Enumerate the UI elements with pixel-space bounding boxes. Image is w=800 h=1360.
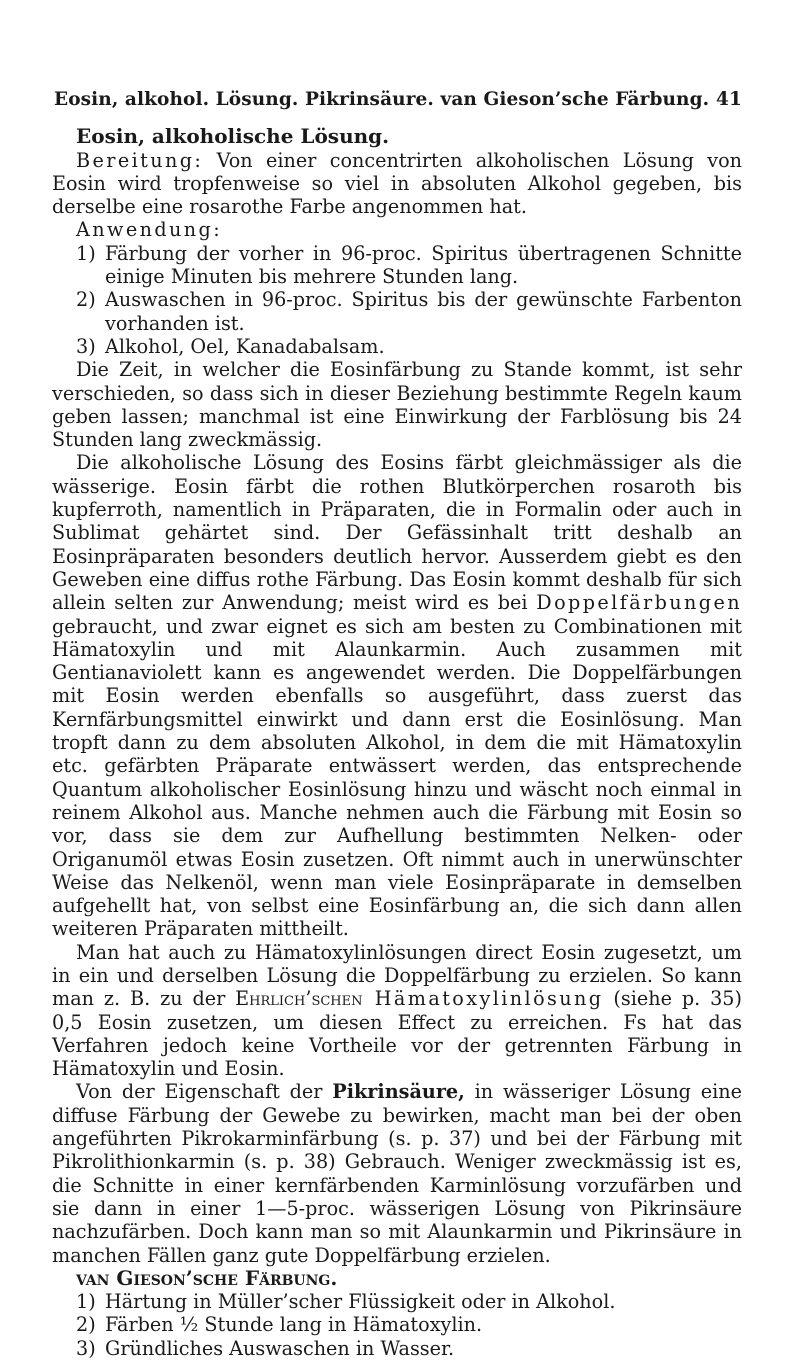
running-head: [54, 88, 742, 111]
section-heading-eosin: Eosin, alkoholische Lösung.: [76, 124, 390, 149]
step-number: 3): [76, 334, 96, 358]
paragraph-eosin-alcoholic: [52, 451, 742, 940]
step-text: Alkohol, Oel, Kanadabalsam.: [105, 334, 385, 358]
term-doppelfaerbungen: Doppelfärbungen: [536, 591, 742, 615]
para3-text-a: Man hat auch zu Hämatoxylinlösungen direct Eosin zugesetzt, um in ein und derselben Lösung die Doppelfärbung zu erzielen. So kann man z. B. zu der: [52, 940, 742, 1011]
list-item: [52, 288, 742, 335]
bereitung-text: Von einer concentrirten alkoholischen Lösung von Eosin wird tropfenweise so viel in absoluten Alkohol gegeben, bis derselbe eine rosarothe Farbe angenommen hat.: [52, 148, 742, 219]
list-item: [52, 1337, 742, 1360]
paragraph-anwendung: [52, 218, 742, 241]
paragraph-eosin-haematoxylin: [52, 941, 742, 1081]
step-text: Härtung in Müller’scher Flüssigkeit oder in Alkohol.: [105, 1290, 616, 1314]
eosin-steps-list: [52, 242, 742, 358]
section-heading-gieson: [52, 1267, 742, 1290]
step-number: 3): [76, 1336, 96, 1360]
pikrin-text-a: Von der Eigenschaft der: [76, 1080, 333, 1104]
pikrin-text-b: in wässeriger Lösung eine diffuse Färbung der Gewebe zu bewirken, macht man bei der oben angeführten Pikrokarminfärbung (s. p. 37) und bei der Färbung mit Pikrolithionkarmin (s. p. 38) Gebrauch. Weniger zweckmässig ist es, die Schnitte in einer kernfärbenden Karminlösung vorzufärben und sie dann in einer 1—5-proc. wässerigen Lösung von Pikrinsäure nachzufärben. Doch kann man so mit Alaunkarmin und Pikrinsäure in manchen Fällen ganz gute Doppelfärbung erzielen.: [52, 1080, 742, 1267]
step-text: Färben ½ Stunde lang in Hämatoxylin.: [105, 1313, 483, 1337]
gieson-steps-list: [52, 1290, 742, 1360]
term-pikrinsaeure: Pikrinsäure,: [332, 1080, 465, 1104]
book-page: [52, 88, 742, 1360]
para2-text-b: gebraucht, und zwar eignet es sich am besten zu Combinationen mit Hämatoxylin und mit Alaunkarmin. Auch zusammen mit Gentianaviolett kann es angewendet werden. Die Doppelfärbungen mit Eosin werden ebenfalls so ausgeführt, dass zuerst das Kernfärbungsmittel einwirkt und dann erst die Eosinlösung. Man tropft dann zu dem absoluten Alkohol, in dem die mit Hämatoxylin etc. gefärbten Präparate entwässert werden, das entsprechende Quantum alkoholischer Eosinlösung hinzu und wäscht noch einmal in reinem Alkohol aus. Manche nehmen auch die Färbung mit Eosin so vor, dass sie dem zur Aufhellung bestimmten Nelken- oder Origanumöl etwas Eosin zusetzen. Oft nimmt auch in unerwünschter Weise das Nelkenöl, wenn man viele Eosinpräparate in demselben aufgehellt hat, von selbst eine Eosinfärbung an, die sich dann allen weiteren Präparaten mittheilt.: [52, 614, 742, 941]
list-item: [52, 1290, 742, 1313]
list-item: [52, 242, 742, 289]
step-text: Färbung der vorher in 96-proc. Spiritus übertragenen Schnitte einige Minuten bis mehrere Stunden lang.: [105, 241, 742, 289]
page-number: 41: [716, 89, 742, 110]
label-bereitung: Bereitung:: [76, 148, 204, 172]
paragraph-pikrinsaeure: [52, 1080, 742, 1266]
paragraph-bereitung: [52, 149, 742, 219]
list-item: [52, 335, 742, 358]
step-number: 1): [76, 1290, 96, 1314]
author-name-ehrlich: Ehrlich’schen: [235, 987, 363, 1011]
step-text: Gründliches Auswaschen in Wasser.: [105, 1336, 455, 1360]
paragraph-eosin-time: Die Zeit, in welcher die Eosinfärbung zu Stande kommt, ist sehr verschieden, so dass sich in dieser Beziehung bestimmte Regeln kaum geben lassen; manchmal ist eine Einwirkung der Farblösung bis 24 Stunden lang zweckmässig.: [52, 358, 742, 452]
para2-text-a: Die alkoholische Lösung des Eosins färbt gleichmässiger als die wässerige. Eosin färbt die rothen Blutkörperchen rosaroth bis kupferroth, namentlich in Präparaten, die in Formalin oder auch in Sublimat gehärtet sind. Der Gefässinhalt tritt deshalb an Eosinpräparaten besonders deutlich hervor. Ausserdem giebt es den Geweben eine diffus rothe Färbung. Das Eosin kommt deshalb für sich allein selten zur Anwendung; meist wird es bei: [52, 451, 742, 615]
step-number: 2): [76, 1313, 96, 1337]
step-number: 2): [76, 288, 96, 312]
term-haematoxylinloesung: Hämatoxylinlösung: [362, 987, 604, 1011]
para3-text-b: (siehe p. 35) 0,5 Eosin zusetzen, um diesen Effect zu erreichen. Fs hat das Verfahren jedoch keine Vortheile vor der getrennten Färbung in Hämatoxylin und Eosin.: [52, 987, 743, 1081]
step-number: 1): [76, 241, 96, 265]
step-text: Auswaschen in 96-proc. Spiritus bis der gewünschte Farbenton vorhanden ist.: [105, 288, 742, 335]
list-item: [52, 1313, 742, 1336]
running-head-title: Eosin, alkohol. Lösung. Pikrinsäure. van Gieson’sche Färbung.: [54, 89, 710, 110]
label-anwendung: Anwendung:: [76, 218, 223, 242]
gieson-heading-text: van Gieson’sche Färbung.: [76, 1265, 338, 1290]
